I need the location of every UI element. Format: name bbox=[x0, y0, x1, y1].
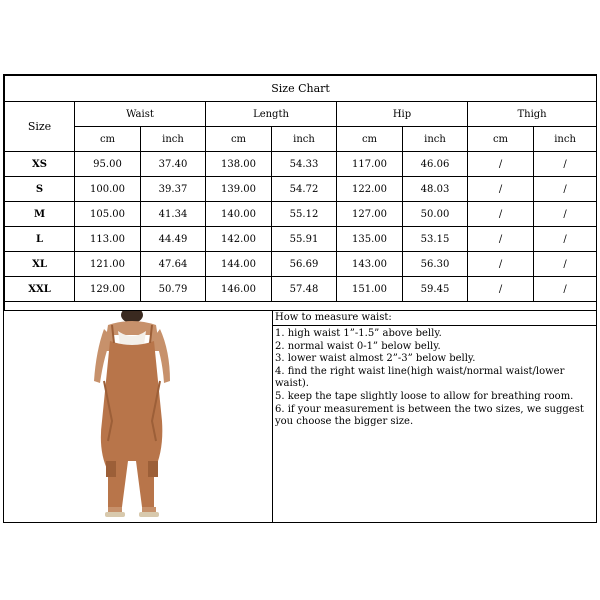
unit-header: inch bbox=[403, 127, 468, 152]
size-cell: 121.00 bbox=[75, 252, 141, 277]
size-cell: 138.00 bbox=[206, 152, 272, 177]
size-cell: 144.00 bbox=[206, 252, 272, 277]
size-cell: 57.48 bbox=[272, 277, 337, 302]
size-column-header: Size bbox=[5, 102, 75, 152]
size-cell: 140.00 bbox=[206, 202, 272, 227]
waist-header: Waist bbox=[75, 102, 206, 127]
size-cell: 56.30 bbox=[403, 252, 468, 277]
size-cell: 53.15 bbox=[403, 227, 468, 252]
instructions-list bbox=[272, 326, 596, 431]
size-cell: 146.00 bbox=[206, 277, 272, 302]
instructions-heading: How to measure waist: bbox=[272, 311, 596, 326]
size-cell: 135.00 bbox=[337, 227, 403, 252]
unit-header: cm bbox=[468, 127, 534, 152]
hip-header: Hip bbox=[337, 102, 468, 127]
size-label: S bbox=[5, 177, 75, 202]
thigh-header: Thigh bbox=[468, 102, 597, 127]
cargo-pocket-right bbox=[148, 461, 158, 477]
size-table bbox=[4, 75, 597, 311]
unit-header: inch bbox=[141, 127, 206, 152]
size-label: XS bbox=[5, 152, 75, 177]
size-cell: 39.37 bbox=[141, 177, 206, 202]
instruction-item: 5. keep the tape slightly loose to allow for breathing room. bbox=[275, 390, 574, 402]
unit-header: inch bbox=[272, 127, 337, 152]
chart-title: Size Chart bbox=[5, 76, 597, 102]
size-chart bbox=[3, 74, 597, 523]
unit-header: cm bbox=[206, 127, 272, 152]
instruction-item: 4. find the right waist line(high waist/normal waist/lower waist). bbox=[275, 365, 565, 390]
size-label: M bbox=[5, 202, 75, 227]
size-row bbox=[5, 277, 597, 302]
measure-instructions bbox=[272, 310, 596, 523]
instruction-item: 3. lower waist almost 2”-3” below belly. bbox=[275, 353, 476, 365]
product-photo bbox=[4, 310, 273, 523]
size-cell: 143.00 bbox=[337, 252, 403, 277]
length-header: Length bbox=[206, 102, 337, 127]
size-cell: 50.00 bbox=[403, 202, 468, 227]
size-cell: 54.33 bbox=[272, 152, 337, 177]
size-cell: 44.49 bbox=[141, 227, 206, 252]
size-label: L bbox=[5, 227, 75, 252]
size-cell: 117.00 bbox=[337, 152, 403, 177]
size-row bbox=[5, 177, 597, 202]
size-cell: 37.40 bbox=[141, 152, 206, 177]
size-cell: / bbox=[468, 252, 534, 277]
size-label: XXL bbox=[5, 277, 75, 302]
size-cell: / bbox=[468, 277, 534, 302]
instruction-item: 6. if your measurement is between the two sizes, we suggest you choose the bigger size. bbox=[275, 403, 584, 428]
size-cell: / bbox=[468, 227, 534, 252]
size-cell: 139.00 bbox=[206, 177, 272, 202]
size-cell: 47.64 bbox=[141, 252, 206, 277]
size-cell: / bbox=[534, 277, 597, 302]
size-cell: / bbox=[534, 202, 597, 227]
size-cell: / bbox=[534, 252, 597, 277]
size-cell: 59.45 bbox=[403, 277, 468, 302]
instruction-item: 1. high waist 1”-1.5” above belly. bbox=[275, 328, 442, 339]
size-cell: 46.06 bbox=[403, 152, 468, 177]
instruction-item: 2. normal waist 0-1” below belly. bbox=[275, 340, 441, 352]
size-cell: 129.00 bbox=[75, 277, 141, 302]
sandal-right bbox=[139, 512, 159, 517]
size-cell: / bbox=[534, 227, 597, 252]
size-row bbox=[5, 252, 597, 277]
size-cell: 48.03 bbox=[403, 177, 468, 202]
unit-header: cm bbox=[337, 127, 403, 152]
size-cell: / bbox=[468, 177, 534, 202]
size-cell: 100.00 bbox=[75, 177, 141, 202]
size-cell: 56.69 bbox=[272, 252, 337, 277]
size-cell: 127.00 bbox=[337, 202, 403, 227]
unit-header: cm bbox=[75, 127, 141, 152]
size-cell: 41.34 bbox=[141, 202, 206, 227]
size-row bbox=[5, 152, 597, 177]
size-cell: 122.00 bbox=[337, 177, 403, 202]
size-cell: / bbox=[468, 202, 534, 227]
sandal-left bbox=[105, 512, 125, 517]
cargo-pocket-left bbox=[106, 461, 116, 477]
size-cell: 55.12 bbox=[272, 202, 337, 227]
size-cell: 151.00 bbox=[337, 277, 403, 302]
size-cell: 95.00 bbox=[75, 152, 141, 177]
size-cell: 142.00 bbox=[206, 227, 272, 252]
size-cell: / bbox=[534, 152, 597, 177]
size-cell: 113.00 bbox=[75, 227, 141, 252]
unit-header: inch bbox=[534, 127, 597, 152]
jumpsuit-model-illustration bbox=[4, 311, 272, 523]
size-label: XL bbox=[5, 252, 75, 277]
size-row bbox=[5, 227, 597, 252]
size-cell: 55.91 bbox=[272, 227, 337, 252]
size-row bbox=[5, 202, 597, 227]
size-cell: 50.79 bbox=[141, 277, 206, 302]
size-cell: / bbox=[468, 152, 534, 177]
size-cell: / bbox=[534, 177, 597, 202]
size-cell: 54.72 bbox=[272, 177, 337, 202]
size-cell: 105.00 bbox=[75, 202, 141, 227]
